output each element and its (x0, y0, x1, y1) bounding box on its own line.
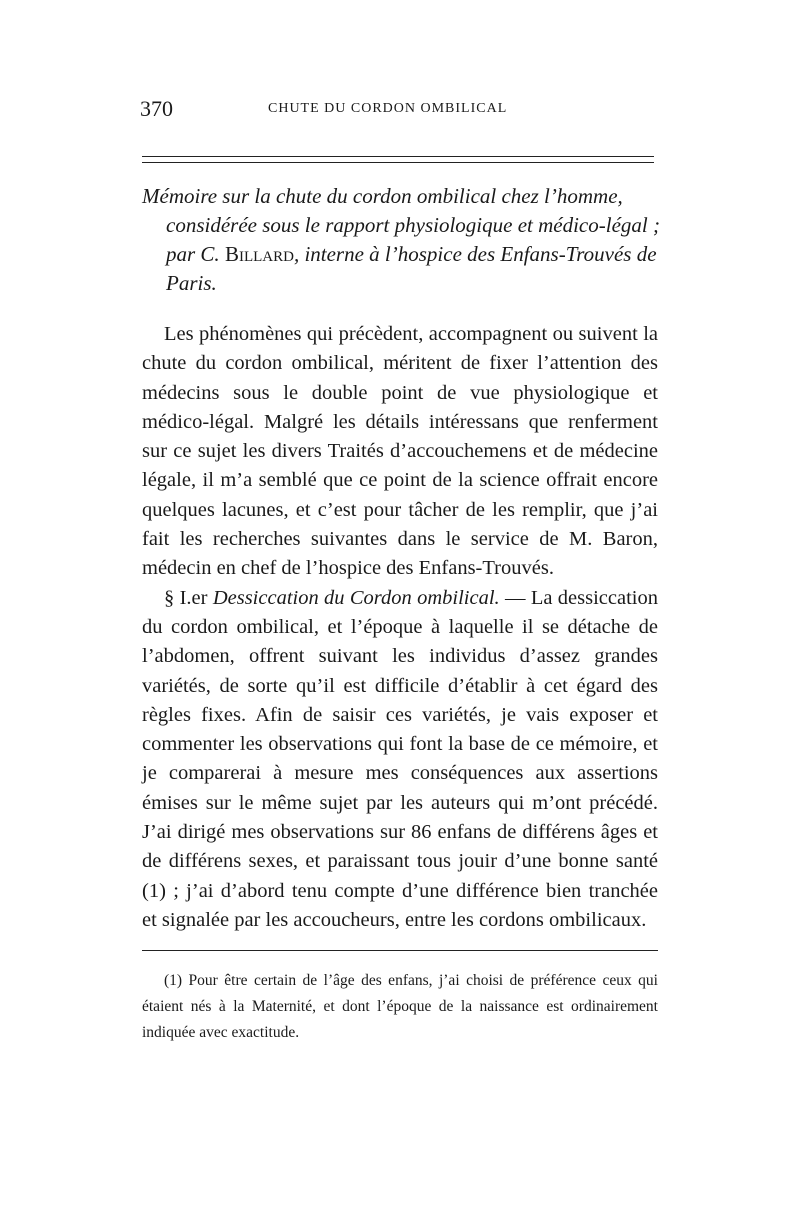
section-paragraph (142, 584, 658, 936)
section-title: Dessiccation du Cordon ombilical. (212, 586, 500, 609)
intro-paragraph: Les phénomènes qui précèdent, accompagnent ou suivent la chute du cordon ombilical, méritent de fixer l’attention des médecins sous le double point de vue physiologique et médico-légal. Malgré les détails intéressans que renferment sur ce sujet les divers Traités d’accouchemens et de médecine légale, il m’a semblé que ce point de la science offrait encore quelques lacunes, et c’est pour tâcher de les remplir, que j’ai fait les recherches suivantes dans le service de M. Baron, médecin en chef de l’hospice des Enfans-Trouvés. (142, 323, 658, 580)
section-label: § I.er (164, 586, 208, 609)
page-header (140, 96, 660, 124)
running-title: CHUTE DU CORDON OMBILICAL (268, 101, 508, 116)
footnote (142, 968, 658, 1046)
header-rule-top (142, 156, 654, 157)
title-trail: , interne à l’hospice des Enfans-Trouvés de Paris. (166, 242, 657, 295)
header-rule-bottom (142, 162, 654, 163)
page-number: 370 (140, 96, 173, 121)
footnote-text: (1) Pour être certain de l’âge des enfans, j’ai choisi de préférence ceux qui étaient nés à la Maternité, et dont l’époque de la naissance est ordinairement indiquée avec exactitude. (142, 972, 658, 1041)
title-lead: Mémoire sur la chute du cordon ombilical chez l’homme, considérée sous le rapport physiologique et médico-légal ; par C. (142, 184, 660, 266)
author-name: Billard (224, 242, 294, 266)
footnote-rule (142, 950, 658, 951)
section-text: — La dessiccation du cordon ombilical, et l’époque à laquelle il se détache de l’abdomen, offrent suivant les individus d’assez grandes variétés, de sorte qu’il est difficile d’établir à cet égard des règles fixes. Afin de saisir ces variétés, je vais exposer et commenter les observations qui font la base de ce mémoire, et je comparerai à mesure mes conséquences aux assertions émises sur le même sujet par les auteurs qui m’ont précédé. J’ai dirigé mes observations sur 86 enfans de différens âges et de différens sexes, et paraissant tous jouir d’une bonne santé (1) ; j’ai d’abord tenu compte d’une différence bien tranchée et signalée par les accoucheurs, entre les cordons ombilicaux. (142, 586, 658, 931)
main-text (142, 320, 658, 935)
article-title (142, 182, 666, 298)
